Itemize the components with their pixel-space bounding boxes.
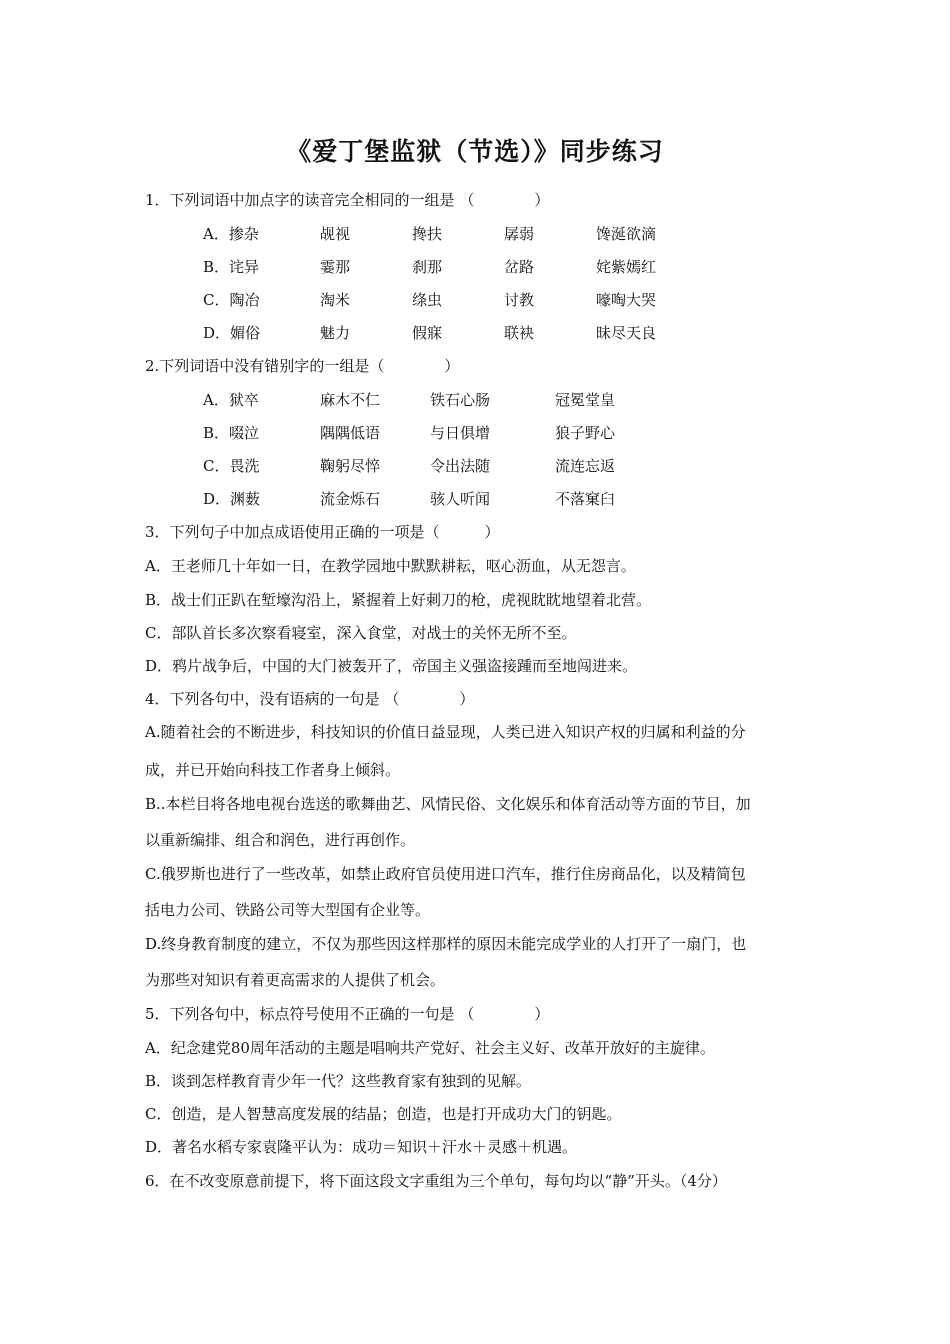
q2-option-a-word-4: 冠冕堂皇 <box>555 391 616 409</box>
q2-option-d-word-3: 骇人听闻 <box>430 490 491 508</box>
question-5-stem: 5．下列各句中，标点符号使用不正确的一句是 （ ） <box>145 1005 550 1023</box>
q2-option-a-word-2: 麻木不仁 <box>320 391 381 409</box>
q2-option-d-word-4: 不落窠臼 <box>555 490 616 508</box>
q1-option-d-word-3: 假寐 <box>412 324 443 342</box>
q2-option-c-word-4: 流连忘返 <box>555 457 616 475</box>
q1-option-c-word-4: 讨教 <box>504 291 535 309</box>
q1-option-d-word-1: D．媚俗 <box>203 324 261 342</box>
q4-option-a-line-2: 成，并已开始向科技工作者身上倾斜。 <box>145 761 401 779</box>
q1-option-b-word-3: 刹那 <box>412 258 443 276</box>
q4-option-c-line-2: 括电力公司、铁路公司等大型国有企业等。 <box>145 901 431 919</box>
q1-option-c-word-3: 绦虫 <box>412 291 443 309</box>
q2-option-b-word-4: 狼子野心 <box>555 424 616 442</box>
q1-option-a-word-5: 馋涎欲滴 <box>596 225 657 243</box>
q1-option-c-word-1: C．陶冶 <box>203 291 260 309</box>
q4-option-a-line-1: A.随着社会的不断进步，科技知识的价值日益显现，人类已进入知识产权的归属和利益的分 <box>145 723 746 741</box>
q1-option-b-word-4: 岔路 <box>504 258 535 276</box>
q3-option-a: A．王老师几十年如一日，在教学园地中默默耕耘，呕心沥血，从无怨言。 <box>145 557 636 575</box>
q2-option-c-word-2: 鞠躬尽悴 <box>320 457 381 475</box>
q3-option-b: B．战士们正趴在堑壕沟沿上，紧握着上好刺刀的枪，虎视眈眈地望着北营。 <box>145 591 652 609</box>
q1-option-d-word-5: 昧尽天良 <box>596 324 657 342</box>
q5-option-d: D．著名水稻专家袁隆平认为：成功＝知识＋汗水＋灵感＋机遇。 <box>145 1138 578 1156</box>
q2-option-d-word-1: D．渊薮 <box>203 490 261 508</box>
q1-option-b-word-2: 霎那 <box>320 258 351 276</box>
q2-option-d-word-2: 流金烁石 <box>320 490 381 508</box>
q2-option-b-word-2: 隅隅低语 <box>320 424 381 442</box>
question-3-stem: 3．下列句子中加点成语使用正确的一项是（ ） <box>145 523 500 541</box>
q2-option-c-word-1: C．畏洗 <box>203 457 260 475</box>
page-title: 《爱丁堡监狱（节选）》同步练习 <box>286 137 664 166</box>
q1-option-a-word-3: 搀扶 <box>412 225 443 243</box>
question-6-stem: 6．在不改变原意前提下，将下面这段文字重组为三个单句，每句均以“静”开头。（4分） <box>145 1172 727 1190</box>
q1-option-c-word-5: 嚎啕大哭 <box>596 291 657 309</box>
question-4-stem: 4．下列各句中，没有语病的一句是 （ ） <box>145 690 475 708</box>
q3-option-c: C．部队首长多次察看寝室，深入食堂，对战士的关怀无所不至。 <box>145 624 577 642</box>
q2-option-b-word-1: B．啜泣 <box>203 424 260 442</box>
question-2-stem: 2.下列词语中没有错别字的一组是（ ） <box>145 357 460 375</box>
q2-option-c-word-3: 令出法随 <box>430 457 491 475</box>
q1-option-a-word-1: A．掺杂 <box>203 225 259 243</box>
q1-option-a-word-4: 孱弱 <box>504 225 535 243</box>
q1-option-d-word-2: 魅力 <box>320 324 351 342</box>
q1-option-b-word-1: B．诧异 <box>203 258 260 276</box>
q5-option-b: B．谈到怎样教育青少年一代？这些教育家有独到的见解。 <box>145 1072 532 1090</box>
q4-option-d-line-1: D.终身教育制度的建立，不仅为那些因这样那样的原因未能完成学业的人打开了一扇门，也 <box>145 935 747 953</box>
q4-option-d-line-2: 为那些对知识有着更高需求的人提供了机会。 <box>145 971 446 989</box>
q1-option-c-word-2: 淘米 <box>320 291 351 309</box>
q1-option-d-word-4: 联袂 <box>504 324 535 342</box>
q4-option-b-line-2: 以重新编排、组合和润色，进行再创作。 <box>145 831 416 849</box>
q1-option-b-word-5: 姹紫嫣红 <box>596 258 657 276</box>
q2-option-a-word-3: 铁石心肠 <box>430 391 491 409</box>
q4-option-c-line-1: C.俄罗斯也进行了一些改革，如禁止政府官员使用进口汽车，推行住房商品化，以及精简包 <box>145 865 746 883</box>
question-1-stem: 1．下列词语中加点字的读音完全相同的一组是 （ ） <box>145 191 550 209</box>
q1-option-a-word-2: 觇视 <box>320 225 351 243</box>
q5-option-c: C．创造，是人智慧高度发展的结晶；创造，也是打开成功大门的钥匙。 <box>145 1105 622 1123</box>
q4-option-b-line-1: B..本栏目将各地电视台选送的歌舞曲艺、风情民俗、文化娱乐和体育活动等方面的节目，加 <box>145 795 751 813</box>
q5-option-a: A．纪念建党80周年活动的主题是唱响共产党好、社会主义好、改革开放好的主旋律。 <box>145 1039 715 1057</box>
q3-option-d: D．鸦片战争后，中国的大门被轰开了，帝国主义强盗接踵而至地闯进来。 <box>145 657 638 675</box>
q2-option-a-word-1: A．狱卒 <box>203 391 259 409</box>
q2-option-b-word-3: 与日俱增 <box>430 424 491 442</box>
